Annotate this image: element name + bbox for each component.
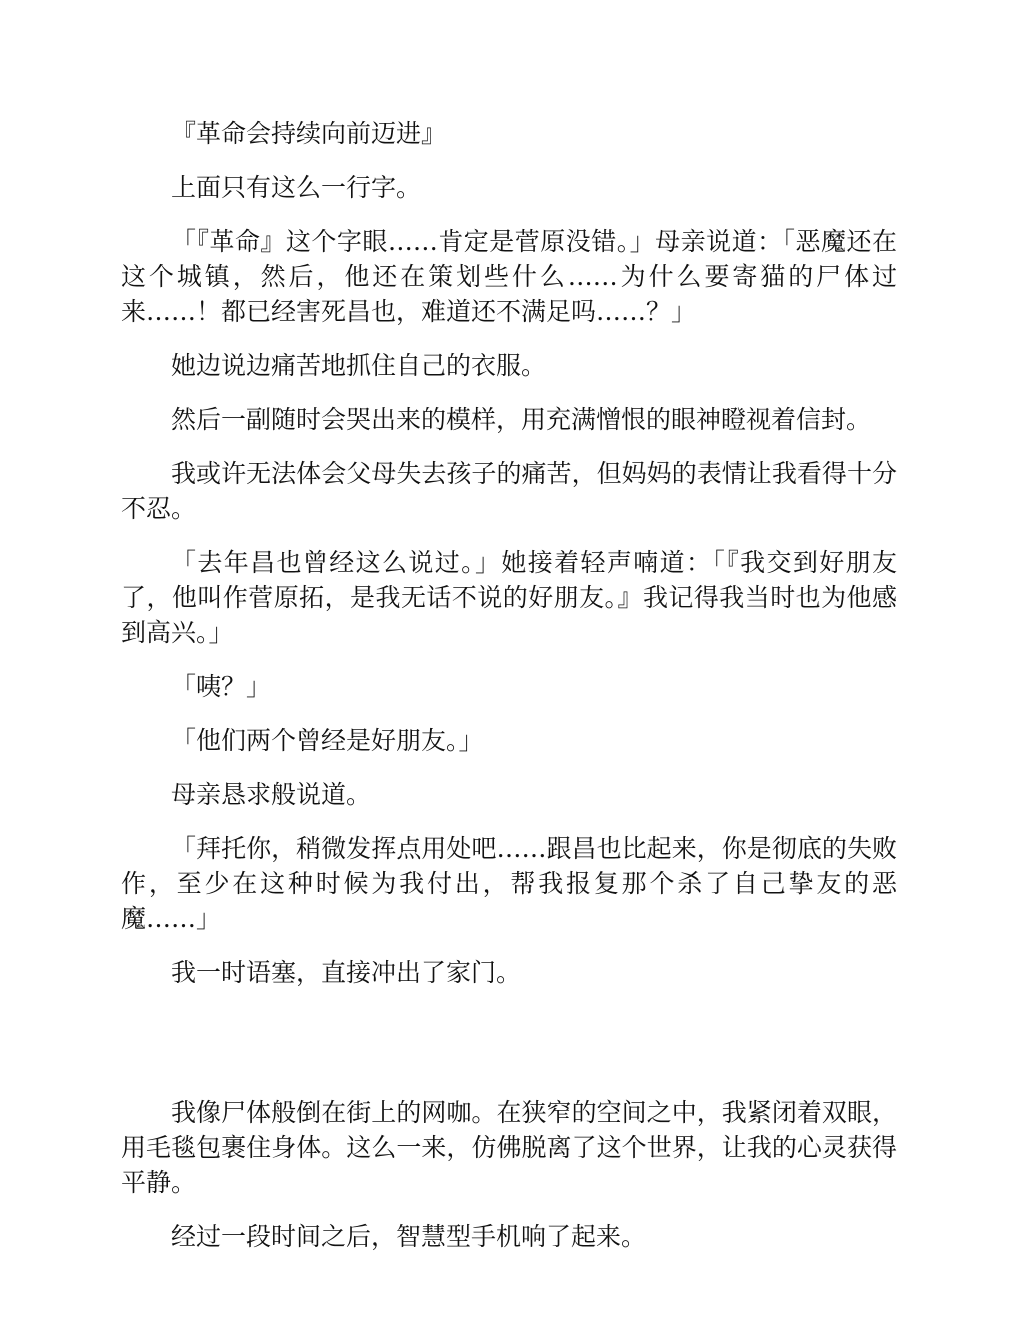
body-text (121, 116, 897, 1273)
paragraph: 我或许无法体会父母失去孩子的痛苦，但妈妈的表情让我看得十分不忍。 (121, 459, 897, 523)
paragraph: 我一时语塞，直接冲出了家门。 (171, 958, 522, 987)
paragraph: 母亲恳求般说道。 (171, 780, 372, 809)
paragraph-letter-text: 『革命会持续向前迈进』 (171, 119, 447, 148)
section-break (121, 1009, 897, 1095)
paragraph: 「他们两个曾经是好朋友。」 (171, 726, 484, 755)
paragraph: 我像尸体般倒在街上的网咖。在狭窄的空间之中，我紧闭着双眼，用毛毯包裹住身体。这么一来，仿佛脱离了这个世界，让我的心灵获得平静。 (121, 1098, 897, 1197)
paragraph: 「去年昌也曾经这么说过。」她接着轻声喃道：「『我交到好朋友了，他叫作菅原拓，是我无话不说的好朋友。』我记得我当时也为他感到高兴。」 (121, 548, 897, 647)
paragraph: 「咦？」 (171, 672, 272, 701)
paragraph: 然后一副随时会哭出来的模样，用充满憎恨的眼神瞪视着信封。 (171, 405, 872, 434)
paragraph: 「拜托你，稍微发挥点用处吧……跟昌也比起来，你是彻底的失败作，至少在这种时候为我付出，帮我报复那个杀了自己挚友的恶魔……」 (121, 834, 897, 933)
paragraph: 她边说边痛苦地抓住自己的衣服。 (171, 351, 547, 380)
paragraph: 上面只有这么一行字。 (171, 173, 422, 202)
paragraph: 经过一段时间之后，智慧型手机响了起来。 (171, 1222, 647, 1251)
paragraph: 「『革命』这个字眼……肯定是菅原没错。」母亲说道：「恶魔还在这个城镇，然后，他还在策划些什么……为什么要寄猫的尸体过来……！都已经害死昌也，难道还不满足吗……？」 (121, 227, 897, 326)
